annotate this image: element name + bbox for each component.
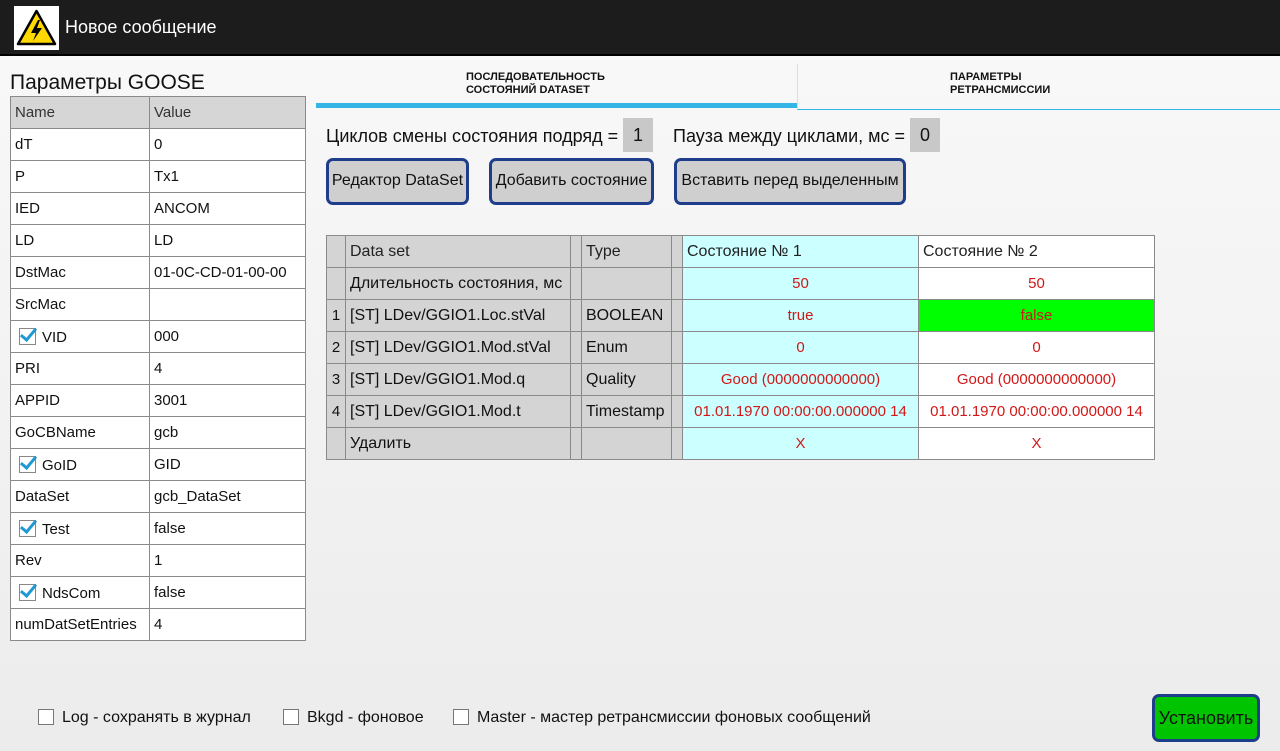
- param-value[interactable]: ANCOM: [150, 193, 306, 225]
- state-2-value[interactable]: false: [919, 300, 1155, 332]
- param-value[interactable]: false: [150, 513, 306, 545]
- state-1-value[interactable]: true: [683, 300, 919, 332]
- column-separator: [571, 396, 582, 428]
- tab-label-line2: РЕТРАНСМИССИИ: [950, 84, 1051, 96]
- param-value[interactable]: 0: [150, 129, 306, 161]
- param-value[interactable]: false: [150, 577, 306, 609]
- header-type: Type: [582, 236, 672, 268]
- tab-label: [466, 71, 605, 97]
- params-title: Параметры GOOSE: [10, 71, 205, 94]
- header-state-2[interactable]: Состояние № 2: [919, 236, 1155, 268]
- params-row[interactable]: [11, 449, 306, 481]
- row-type: Timestamp: [582, 396, 672, 428]
- column-separator: [571, 300, 582, 332]
- duration-label: Длительность состояния, мс: [346, 268, 571, 300]
- param-name: GoCBName: [11, 417, 150, 449]
- row-index: 3: [327, 364, 346, 396]
- row-type: Quality: [582, 364, 672, 396]
- bkgd-option[interactable]: [283, 709, 424, 727]
- row-type: BOOLEAN: [582, 300, 672, 332]
- row-dataset: [ST] LDev/GGIO1.Mod.stVal: [346, 332, 571, 364]
- params-row[interactable]: [11, 545, 306, 577]
- column-separator: [672, 268, 683, 300]
- params-header-row: [11, 97, 306, 129]
- params-table: [10, 96, 306, 641]
- param-name-test: [11, 513, 150, 545]
- bkgd-checkbox[interactable]: [283, 709, 299, 725]
- params-header-value: Value: [150, 97, 306, 129]
- param-name: dT: [11, 129, 150, 161]
- dataset-row: [327, 364, 1155, 396]
- column-separator: [672, 428, 683, 460]
- row-index: [327, 268, 346, 300]
- param-value[interactable]: Tx1: [150, 161, 306, 193]
- row-type: [582, 268, 672, 300]
- param-name: SrcMac: [11, 289, 150, 321]
- column-separator: [672, 332, 683, 364]
- params-row[interactable]: [11, 577, 306, 609]
- test-checkbox[interactable]: [19, 520, 36, 537]
- column-separator: [672, 300, 683, 332]
- param-name-label: VID: [42, 328, 68, 346]
- state-1-value[interactable]: Good (0000000000000): [683, 364, 919, 396]
- param-name-label: GoID: [42, 456, 78, 474]
- param-value[interactable]: 3001: [150, 385, 306, 417]
- param-name: DstMac: [11, 257, 150, 289]
- apply-button[interactable]: Установить: [1152, 694, 1260, 742]
- dataset-editor-button[interactable]: Редактор DataSet: [326, 158, 469, 205]
- params-header-name: Name: [11, 97, 150, 129]
- state-1-value[interactable]: 01.01.1970 00:00:00.000000 14: [683, 396, 919, 428]
- state-2-value[interactable]: 0: [919, 332, 1155, 364]
- params-row[interactable]: [11, 289, 306, 321]
- add-state-button[interactable]: Добавить состояние: [489, 158, 654, 205]
- states-table: [326, 235, 1155, 460]
- param-name-goid: [11, 449, 150, 481]
- state-2-duration[interactable]: 50: [919, 268, 1155, 300]
- param-value[interactable]: 4: [150, 353, 306, 385]
- insert-before-button[interactable]: Вставить перед выделенным: [674, 158, 906, 205]
- param-value[interactable]: 000: [150, 321, 306, 353]
- bkgd-label: Bkgd - фоновое: [307, 709, 424, 726]
- param-value[interactable]: [150, 289, 306, 321]
- params-row[interactable]: [11, 321, 306, 353]
- column-separator: [672, 236, 683, 268]
- params-row[interactable]: [11, 385, 306, 417]
- delete-row: [327, 428, 1155, 460]
- param-name: numDatSetEntries: [11, 609, 150, 641]
- state-1-duration[interactable]: 50: [683, 268, 919, 300]
- ndscom-checkbox[interactable]: [19, 584, 36, 601]
- param-value[interactable]: 1: [150, 545, 306, 577]
- tab-label-line2: СОСТОЯНИЙ DATASET: [466, 84, 590, 96]
- window-title: Новое сообщение: [65, 17, 217, 37]
- cycles-label: Циклов смены состояния подряд =: [326, 126, 619, 146]
- vid-checkbox[interactable]: [19, 328, 36, 345]
- header-state-1[interactable]: Состояние № 1: [683, 236, 919, 268]
- column-separator: [571, 332, 582, 364]
- param-value[interactable]: gcb: [150, 417, 306, 449]
- column-separator: [571, 268, 582, 300]
- tab-label-line1: ПОСЛЕДОВАТЕЛЬНОСТЬ: [466, 71, 605, 83]
- params-row[interactable]: [11, 257, 306, 289]
- high-voltage-icon[interactable]: [14, 6, 59, 50]
- params-row[interactable]: [11, 481, 306, 513]
- state-2-value[interactable]: 01.01.1970 00:00:00.000000 14: [919, 396, 1155, 428]
- row-dataset: [ST] LDev/GGIO1.Mod.t: [346, 396, 571, 428]
- row-dataset: [ST] LDev/GGIO1.Loc.stVal: [346, 300, 571, 332]
- row-type: Enum: [582, 332, 672, 364]
- tab-dataset-sequence[interactable]: [316, 64, 797, 108]
- dataset-row: [327, 332, 1155, 364]
- duration-row: [327, 268, 1155, 300]
- tab-label: [950, 71, 1050, 97]
- row-index: 1: [327, 300, 346, 332]
- params-row[interactable]: [11, 193, 306, 225]
- params-row[interactable]: [11, 417, 306, 449]
- dataset-row: [327, 300, 1155, 332]
- param-name: APPID: [11, 385, 150, 417]
- param-name-vid: [11, 321, 150, 353]
- params-row[interactable]: [11, 129, 306, 161]
- master-checkbox[interactable]: [453, 709, 469, 725]
- cycles-input[interactable]: 1: [623, 118, 653, 152]
- dataset-row: [327, 396, 1155, 428]
- param-value[interactable]: gcb_DataSet: [150, 481, 306, 513]
- param-value[interactable]: LD: [150, 225, 306, 257]
- param-name-label: Test: [42, 520, 70, 538]
- params-row[interactable]: [11, 609, 306, 641]
- master-label: Master - мастер ретрансмиссии фоновых сообщений: [477, 709, 871, 726]
- header-index-cell: [327, 236, 346, 268]
- state-1-value[interactable]: 0: [683, 332, 919, 364]
- row-type: [582, 428, 672, 460]
- pause-label: Пауза между циклами, мс =: [673, 126, 906, 146]
- states-header-row: [327, 236, 1155, 268]
- column-separator: [672, 364, 683, 396]
- row-index: 4: [327, 396, 346, 428]
- header-dataset: Data set: [346, 236, 571, 268]
- param-name: LD: [11, 225, 150, 257]
- param-name: IED: [11, 193, 150, 225]
- goid-checkbox[interactable]: [19, 456, 36, 473]
- tab-label-line1: ПАРАМЕТРЫ: [950, 71, 1022, 83]
- param-value[interactable]: 4: [150, 609, 306, 641]
- param-name: DataSet: [11, 481, 150, 513]
- action-bar: [0, 0, 1280, 56]
- row-index: 2: [327, 332, 346, 364]
- params-row[interactable]: [11, 225, 306, 257]
- param-name-label: NdsCom: [42, 584, 101, 602]
- column-separator: [571, 364, 582, 396]
- row-index: [327, 428, 346, 460]
- log-label: Log - сохранять в журнал: [62, 709, 251, 726]
- column-separator: [571, 428, 582, 460]
- params-row[interactable]: [11, 513, 306, 545]
- column-separator: [672, 396, 683, 428]
- delete-state-1-button[interactable]: X: [683, 428, 919, 460]
- log-option[interactable]: [38, 709, 251, 727]
- params-row[interactable]: [11, 161, 306, 193]
- master-option[interactable]: [453, 709, 871, 727]
- param-value[interactable]: 01-0C-CD-01-00-00: [150, 257, 306, 289]
- delete-state-2-button[interactable]: X: [919, 428, 1155, 460]
- params-row[interactable]: [11, 353, 306, 385]
- row-dataset: [ST] LDev/GGIO1.Mod.q: [346, 364, 571, 396]
- param-name: PRI: [11, 353, 150, 385]
- param-name: Rev: [11, 545, 150, 577]
- param-name: P: [11, 161, 150, 193]
- column-separator: [571, 236, 582, 268]
- tab-retransmission-params[interactable]: [797, 64, 1280, 110]
- log-checkbox[interactable]: [38, 709, 54, 725]
- param-name-ndscom: [11, 577, 150, 609]
- state-2-value[interactable]: Good (0000000000000): [919, 364, 1155, 396]
- delete-label: Удалить: [346, 428, 571, 460]
- pause-input[interactable]: 0: [910, 118, 940, 152]
- param-value[interactable]: GID: [150, 449, 306, 481]
